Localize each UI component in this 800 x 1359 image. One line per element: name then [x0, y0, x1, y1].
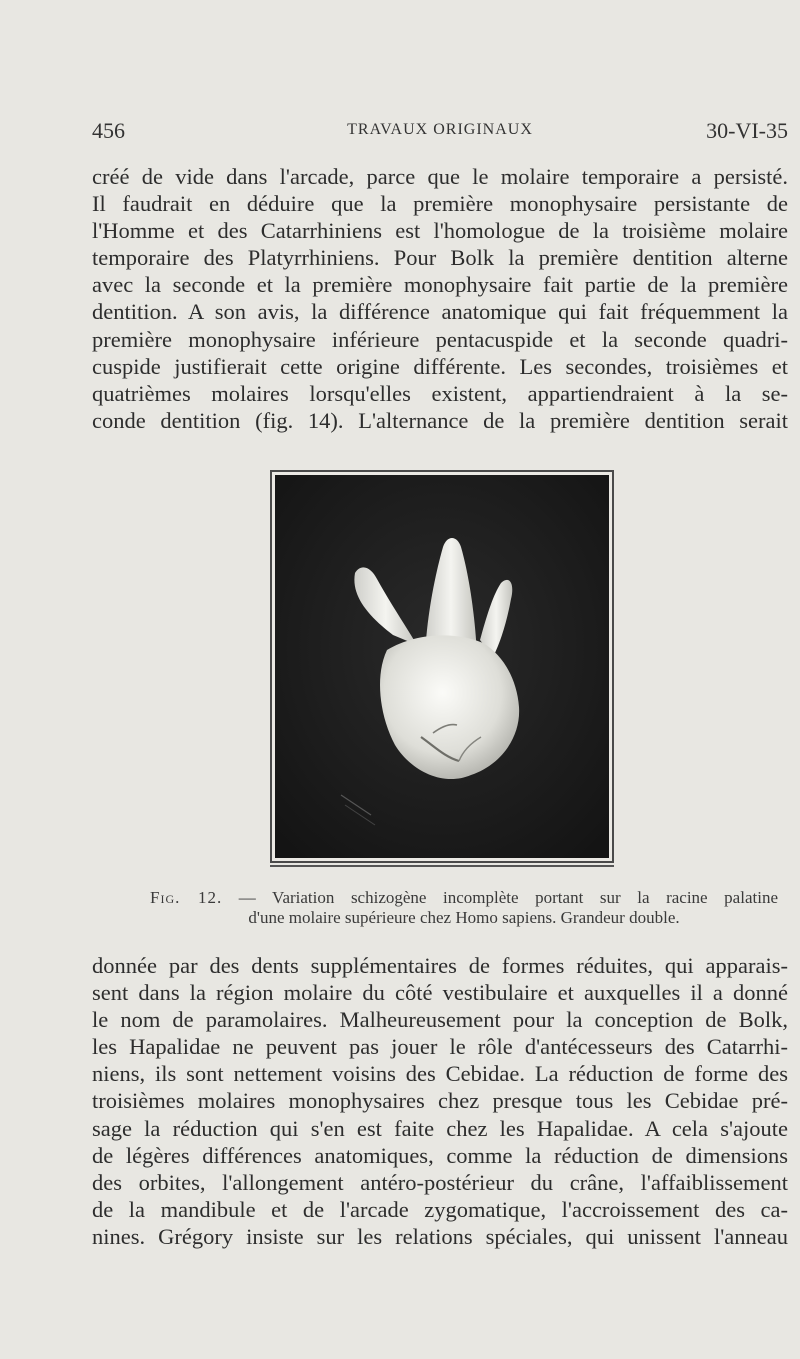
- text-line: quatrièmes molaires lorsqu'elles existent, appartiendraient à la se-: [92, 380, 788, 406]
- text-line: Il faudrait en déduire que la première monophysaire persistante de: [92, 191, 788, 217]
- text-line: de légères différences anatomiques, comme la réduction de dimensions: [92, 1142, 788, 1168]
- text-line: dentition. A son avis, la différence anatomique qui fait fréquemment la: [92, 299, 788, 325]
- text-line: première monophysaire inférieure pentacuspide et la seconde quadri-: [92, 326, 788, 352]
- running-title: TRAVAUX ORIGINAUX: [347, 121, 533, 138]
- text-line: sage la réduction qui s'en est faite chez les Hapalidae. A cela s'ajoute: [92, 1115, 788, 1141]
- text-line: le nom de paramolaires. Malheureusement pour la conception de Bolk,: [92, 1007, 788, 1033]
- caption-line: d'une molaire supérieure chez Homo sapiens. Grandeur double.: [248, 908, 680, 927]
- text-line: des orbites, l'allongement antéro-postérieur du crâne, l'affaiblissement: [92, 1169, 788, 1195]
- text-line: nines. Grégory insiste sur les relations spéciales, qui unissent l'anneau: [92, 1223, 788, 1249]
- figure-photograph: [270, 470, 614, 863]
- figure-rule: [270, 865, 614, 867]
- paragraph-bottom: [92, 952, 788, 1250]
- page-number: 456: [92, 118, 125, 143]
- text-line: avec la seconde et la première monophysaire fait partie de la première: [92, 272, 788, 298]
- text-line: sent dans la région molaire du côté vestibulaire et auxquelles il a donné: [92, 980, 788, 1006]
- caption-label: Fig. 12.: [150, 888, 223, 907]
- figure-caption: [150, 888, 778, 928]
- text-line: temporaire des Platyrrhiniens. Pour Bolk la première dentition alterne: [92, 245, 788, 271]
- text-line: de la mandibule et de l'arcade zygomatique, l'accroissement des ca-: [92, 1196, 788, 1222]
- issue-date: 30-VI-35: [706, 118, 788, 143]
- text-line: troisièmes molaires monophysaires chez presque tous les Cebidae pré-: [92, 1088, 788, 1114]
- text-line: conde dentition (fig. 14). L'alternance de la première dentition serait: [92, 407, 788, 433]
- molar-tooth-photo: [275, 475, 609, 858]
- caption-line: [150, 888, 778, 908]
- paragraph-top: [92, 163, 788, 434]
- text-line: créé de vide dans l'arcade, parce que le molaire temporaire a persisté.: [92, 164, 788, 189]
- running-header: [92, 118, 788, 146]
- text-line: les Hapalidae ne peuvent pas jouer le rôle d'antécesseurs des Catarrhi-: [92, 1034, 788, 1060]
- text-line: niens, ils sont nettement voisins des Cebidae. La réduction de forme des: [92, 1061, 788, 1087]
- caption-text: — Variation schizogène incomplète portant sur la racine palatine: [238, 888, 778, 907]
- text-line: l'Homme et des Catarrhiniens est l'homologue de la troisième molaire: [92, 218, 788, 244]
- text-line: cuspide justifierait cette origine différente. Les secondes, troisièmes et: [92, 353, 788, 379]
- text-line: donnée par des dents supplémentaires de formes réduites, qui apparais-: [92, 953, 788, 978]
